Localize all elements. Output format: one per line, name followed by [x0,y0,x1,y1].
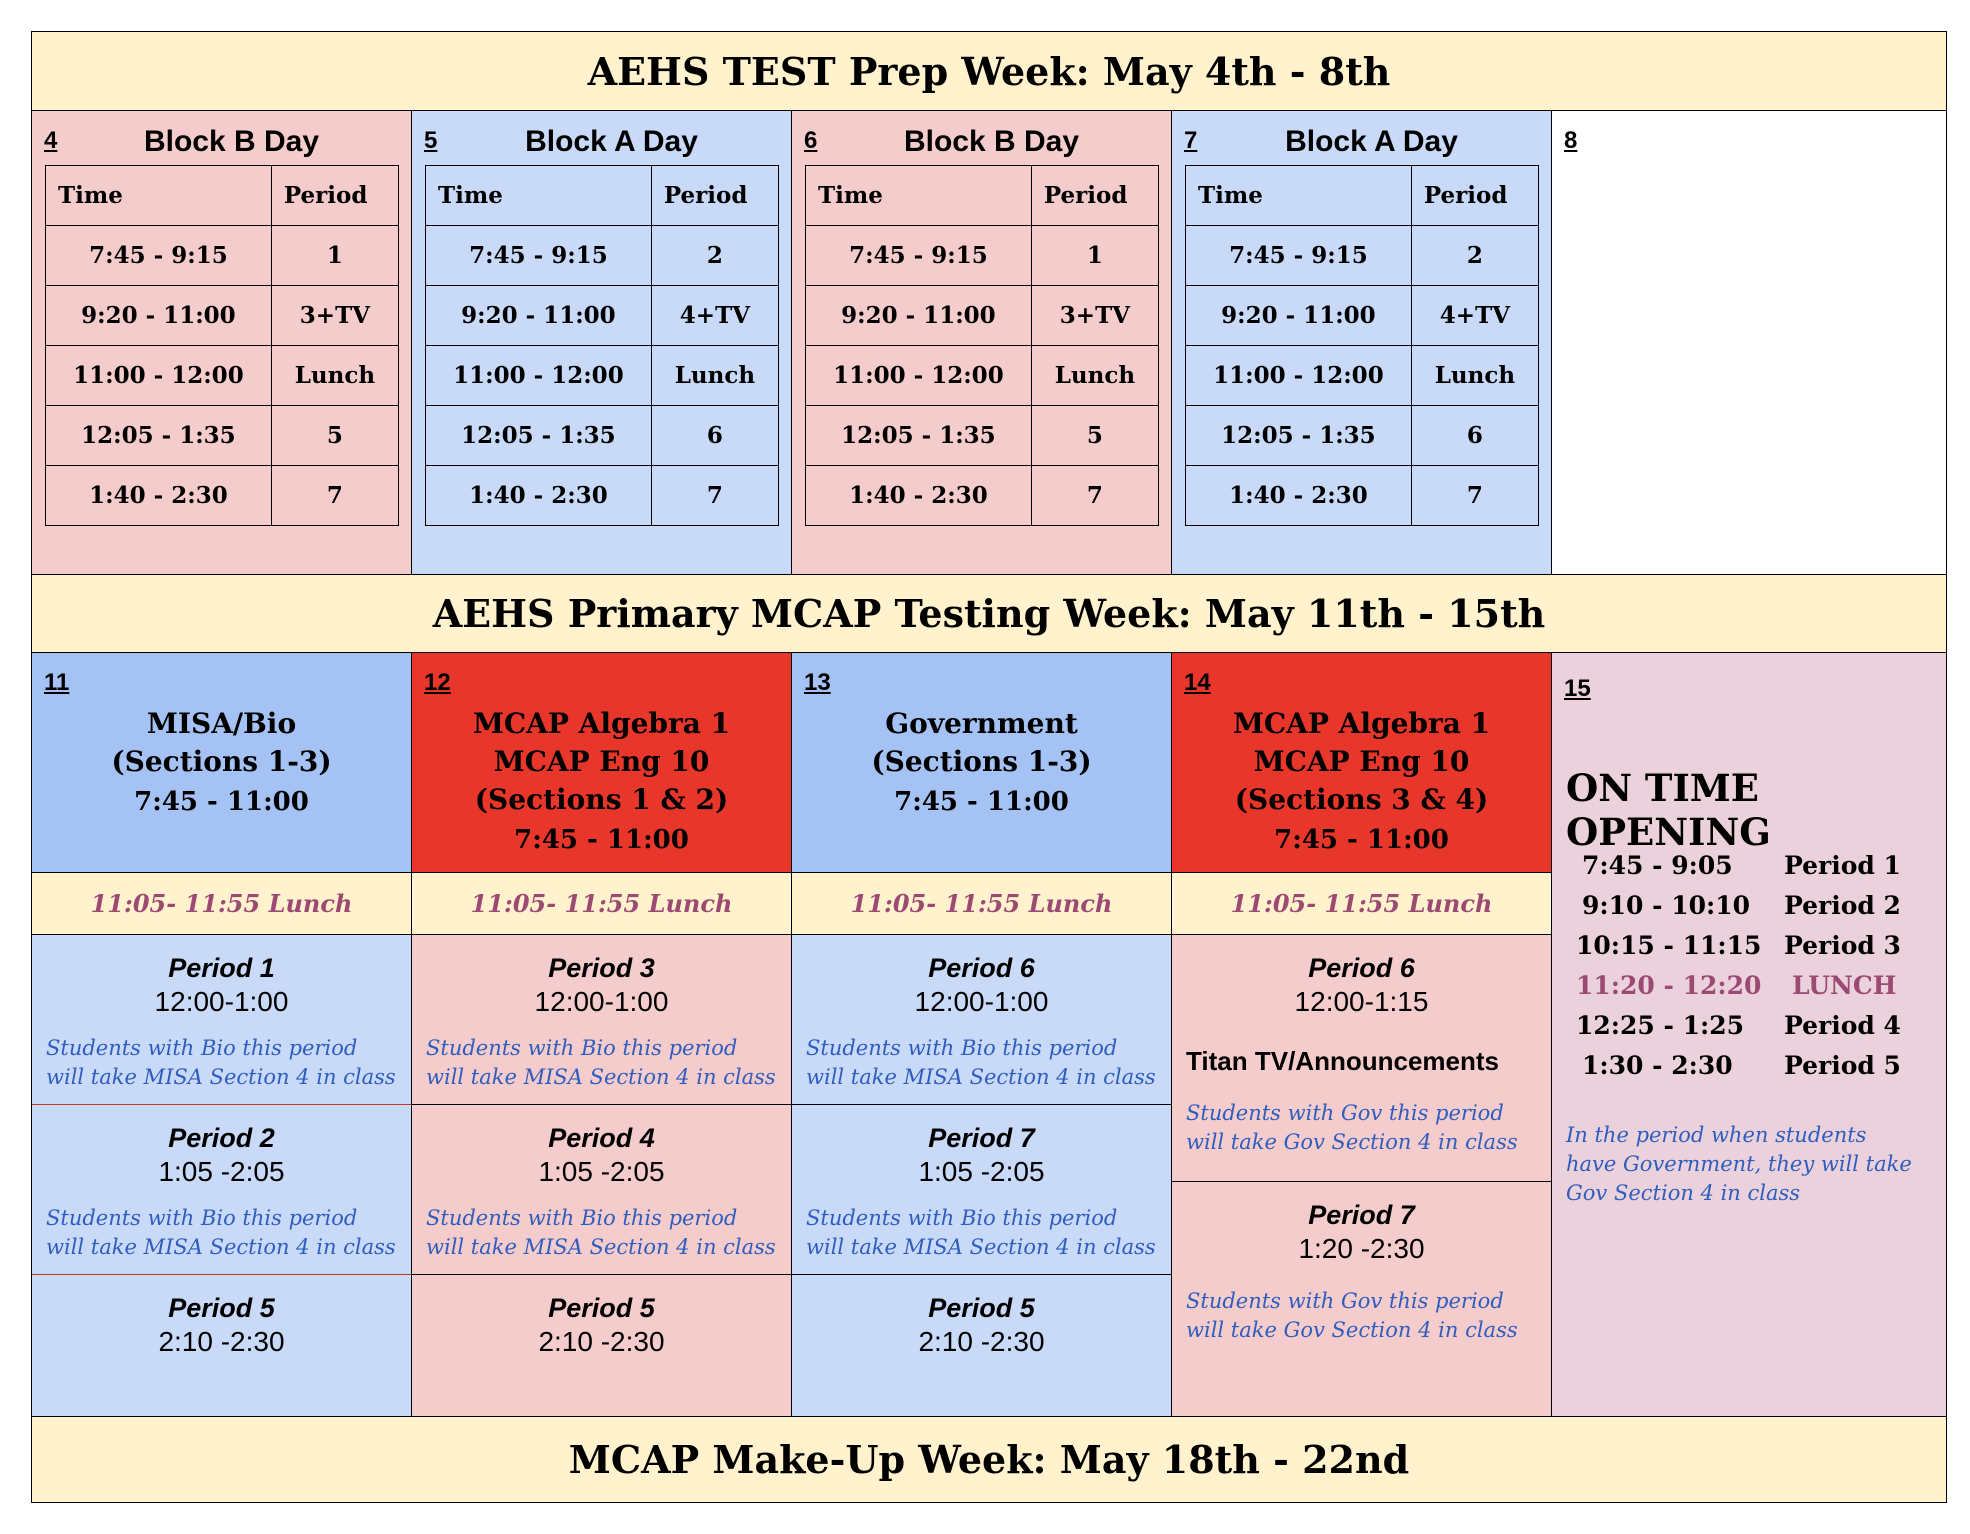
schedule-table [805,165,1159,526]
col-header-time: Time [46,166,272,226]
period-time: 2:10 -2:30 [158,1326,285,1357]
note-line: Students with Gov this period [1186,1289,1504,1313]
week1-title: AEHS TEST Prep Week: May 4th - 8th [32,32,1946,111]
time-cell: 7:45 - 9:15 [1186,226,1412,286]
day-cell-4 [32,111,412,575]
note-line: Gov Section 4 in class [1566,1181,1801,1205]
time-cell: 11:00 - 12:00 [1186,346,1412,406]
test-name-2: MCAP Eng 10 [493,745,710,778]
test-name: Government [885,707,1078,740]
period-block [1172,1182,1552,1416]
row-time: 9:10 - 10:10 [1582,891,1751,920]
test-time: 7:45 - 11:00 [134,787,309,817]
note-line: In the period when students [1566,1123,1867,1147]
table-row [426,406,779,466]
period-note [412,1204,791,1262]
row-time: 12:25 - 1:25 [1576,1011,1745,1040]
schedule-table [425,165,779,526]
day-label: Block A Day [1285,125,1458,158]
note-line: will take MISA Section 4 in class [46,1065,396,1089]
day-cell-7 [1172,111,1552,575]
col-header-time: Time [806,166,1032,226]
table-row [46,406,399,466]
period-block [792,1105,1172,1275]
period-name: Period 7 [928,1123,1035,1153]
test-sections: (Sections 1 & 2) [474,783,729,816]
note-line: Students with Bio this period [806,1206,1118,1230]
time-cell: 12:05 - 1:35 [1186,406,1412,466]
on-time-opening-title: ON TIME OPENING [1566,766,1771,854]
day-cell-14-test [1172,653,1552,873]
time-cell: 7:45 - 9:15 [46,226,272,286]
test-time: 7:45 - 11:00 [894,787,1069,817]
col-header-time: Time [426,166,652,226]
time-cell: 1:40 - 2:30 [1186,466,1412,526]
period-cell: 7 [271,466,398,526]
table-row [46,466,399,526]
period-cell: 6 [651,406,778,466]
row-time: 10:15 - 11:15 [1576,931,1762,960]
period-cell: 6 [1411,406,1538,466]
titan-tv-label: Titan TV/Announcements [1186,1046,1499,1076]
period-cell: 3+TV [1031,286,1158,346]
period-block [412,935,792,1105]
day-label: Block A Day [525,125,698,158]
period-cell: 7 [1031,466,1158,526]
test-sections: (Sections 3 & 4) [1234,783,1489,816]
day-number: 15 [1564,675,1591,702]
day-cell-8 [1552,111,1946,575]
day-cell-13-test [792,653,1172,873]
note-line: will take MISA Section 4 in class [426,1235,776,1259]
period-note [32,1204,411,1262]
test-time: 7:45 - 11:00 [514,825,689,855]
row-period: LUNCH [1792,971,1897,1000]
table-row [806,406,1159,466]
period-cell: 5 [1031,406,1158,466]
period-name: Period 4 [548,1123,655,1153]
period-note [1172,1287,1551,1345]
note-line: Students with Bio this period [426,1036,738,1060]
row-period: Period 2 [1784,891,1901,920]
time-cell: 9:20 - 11:00 [46,286,272,346]
note-line: will take MISA Section 4 in class [426,1065,776,1089]
period-time: 1:05 -2:05 [538,1156,665,1187]
period-block [1172,935,1552,1182]
day-cell-5 [412,111,792,575]
period-cell: 2 [1411,226,1538,286]
day-label: Block B Day [903,125,1080,158]
day-number: 13 [804,669,831,696]
row-period: Period 3 [1784,931,1901,960]
period-note [32,1034,411,1092]
period-cell: Lunch [1411,346,1538,406]
row-period: Period 1 [1784,851,1901,880]
period-time: 12:00-1:00 [154,986,289,1017]
table-row [46,226,399,286]
period-time: 1:05 -2:05 [918,1156,1045,1187]
time-cell: 7:45 - 9:15 [806,226,1032,286]
time-cell: 9:20 - 11:00 [426,286,652,346]
period-cell: Lunch [651,346,778,406]
table-row [806,226,1159,286]
note-line: Students with Bio this period [46,1036,358,1060]
period-note [1172,1099,1551,1157]
period-time: 12:00-1:00 [914,986,1049,1017]
day-label: Block B Day [143,125,320,158]
period-name: Period 6 [1308,953,1415,983]
time-cell: 12:05 - 1:35 [46,406,272,466]
lunch-row: 11:05- 11:55 Lunch [792,873,1172,935]
time-cell: 1:40 - 2:30 [426,466,652,526]
gov-note [1566,1121,1926,1208]
time-cell: 1:40 - 2:30 [46,466,272,526]
col-header-period: Period [271,166,398,226]
period-cell: 2 [651,226,778,286]
period-name: Period 1 [168,953,275,983]
period-time: 1:05 -2:05 [158,1156,285,1187]
period-note [792,1204,1171,1262]
test-name: MCAP Algebra 1 [472,707,731,740]
day-number: 8 [1564,127,1578,154]
col-header-period: Period [651,166,778,226]
period-name: Period 6 [928,953,1035,983]
time-cell: 11:00 - 12:00 [426,346,652,406]
period-name: Period 2 [168,1123,275,1153]
time-cell: 12:05 - 1:35 [806,406,1032,466]
period-cell: 4+TV [1411,286,1538,346]
period-block [32,1275,412,1416]
period-cell: 7 [651,466,778,526]
period-time: 2:10 -2:30 [538,1326,665,1357]
period-cell: 1 [271,226,398,286]
period-cell: 7 [1411,466,1538,526]
test-name: MCAP Algebra 1 [1232,707,1491,740]
table-row [426,466,779,526]
table-row [1186,466,1539,526]
row-time: 1:30 - 2:30 [1582,1051,1733,1080]
period-block [412,1105,792,1275]
note-line: will take MISA Section 4 in class [806,1065,1156,1089]
day-cell-15 [1552,653,1946,1416]
day-number: 11 [44,669,70,696]
note-line: will take Gov Section 4 in class [1186,1130,1518,1154]
time-cell: 1:40 - 2:30 [806,466,1032,526]
day-number: 12 [424,669,451,696]
time-cell: 7:45 - 9:15 [426,226,652,286]
period-time: 2:10 -2:30 [918,1326,1045,1357]
period-name: Period 5 [928,1293,1035,1323]
period-block [412,1275,792,1416]
time-cell: 12:05 - 1:35 [426,406,652,466]
period-note [792,1034,1171,1092]
week3-title: MCAP Make-Up Week: May 18th - 22nd [32,1416,1946,1502]
day-number: 6 [804,127,818,154]
period-block [32,1105,412,1275]
table-row [426,286,779,346]
note-line: will take MISA Section 4 in class [46,1235,396,1259]
row-time: 11:20 - 12:20 [1576,971,1762,1000]
day-cell-12-test [412,653,792,873]
period-cell: 4+TV [651,286,778,346]
test-time: 7:45 - 11:00 [1274,825,1449,855]
col-header-period: Period [1411,166,1538,226]
lunch-row: 11:05- 11:55 Lunch [1172,873,1552,935]
day-number: 5 [424,127,438,154]
period-time: 12:00-1:00 [534,986,669,1017]
table-row [1186,346,1539,406]
period-cell: Lunch [271,346,398,406]
col-header-time: Time [1186,166,1412,226]
note-line: have Government, they will take [1566,1152,1912,1176]
week2-title: AEHS Primary MCAP Testing Week: May 11th - 15th [32,575,1946,653]
period-cell: Lunch [1031,346,1158,406]
time-cell: 9:20 - 11:00 [1186,286,1412,346]
period-block [792,1275,1172,1416]
test-sections: (Sections 1-3) [871,745,1092,778]
table-row [806,286,1159,346]
note-line: will take MISA Section 4 in class [806,1235,1156,1259]
note-line: Students with Bio this period [806,1036,1118,1060]
period-name: Period 5 [168,1293,275,1323]
table-row [46,346,399,406]
day-number: 14 [1184,669,1211,696]
table-row [1186,406,1539,466]
period-time: 1:20 -2:30 [1298,1233,1425,1264]
period-cell: 3+TV [271,286,398,346]
time-cell: 11:00 - 12:00 [46,346,272,406]
period-cell: 5 [271,406,398,466]
time-cell: 11:00 - 12:00 [806,346,1032,406]
table-row [806,346,1159,406]
period-cell: 1 [1031,226,1158,286]
period-block [32,935,412,1105]
test-name: MISA/Bio [146,707,297,740]
col-header-period: Period [1031,166,1158,226]
period-time: 12:00-1:15 [1294,986,1429,1017]
day-cell-6 [792,111,1172,575]
period-name: Period 3 [548,953,655,983]
schedule-table [1185,165,1539,526]
note-line: will take Gov Section 4 in class [1186,1318,1518,1342]
row-time: 7:45 - 9:05 [1582,851,1733,880]
note-line: Students with Gov this period [1186,1101,1504,1125]
calendar-sheet [31,31,1947,1503]
period-block [792,935,1172,1105]
day-number: 4 [44,127,58,154]
table-row [1186,286,1539,346]
table-row [426,226,779,286]
table-row [1186,226,1539,286]
lunch-row: 11:05- 11:55 Lunch [32,873,412,935]
note-line: Students with Bio this period [426,1206,738,1230]
table-row [46,286,399,346]
day-cell-11-test [32,653,412,873]
period-name: Period 7 [1308,1200,1415,1230]
test-sections: (Sections 1-3) [111,745,332,778]
time-cell: 9:20 - 11:00 [806,286,1032,346]
note-line: Students with Bio this period [46,1206,358,1230]
schedule-table [45,165,399,526]
table-row [806,466,1159,526]
period-name: Period 5 [548,1293,655,1323]
day-number: 7 [1184,127,1198,154]
test-name-2: MCAP Eng 10 [1253,745,1470,778]
row-period: Period 5 [1784,1051,1901,1080]
lunch-row: 11:05- 11:55 Lunch [412,873,792,935]
table-row [426,346,779,406]
period-note [412,1034,791,1092]
row-period: Period 4 [1784,1011,1901,1040]
